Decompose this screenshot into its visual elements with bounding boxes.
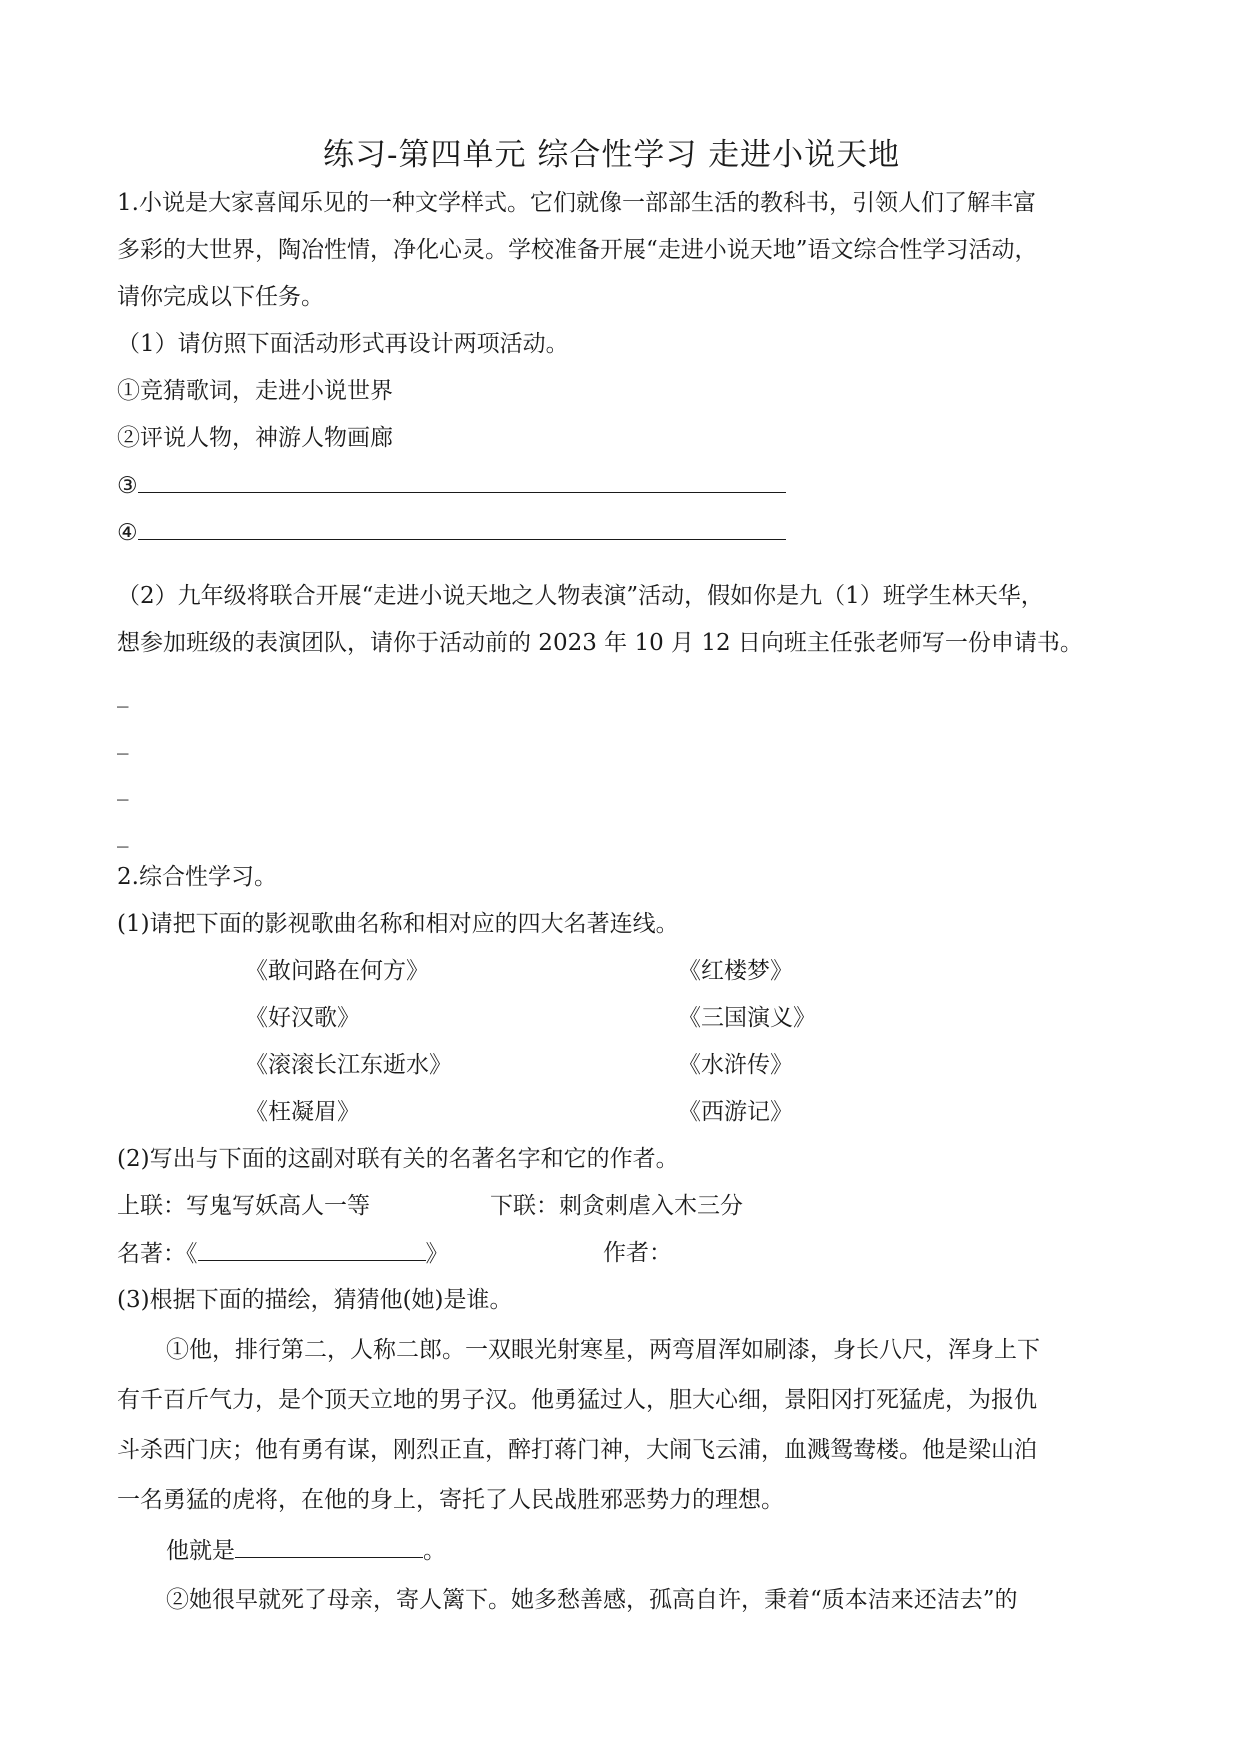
q2-heading: 2.综合性学习。 [117,864,277,890]
activity-3-answer-line[interactable] [138,470,786,493]
book-label: 名著：《 [117,1241,198,1267]
novel-item[interactable]: 《西游记》 [678,1099,793,1125]
answer-end-mark: 。 [423,1538,446,1564]
q1-intro-line-2: 多彩的大世界，陶冶性情，净化心灵。学校准备开展“走进小说天地”语文综合性学习活动， [117,237,1038,263]
author-row [603,1238,672,1268]
q1-sub2-line-2: 想参加班级的表演团队，请你于活动前的 2023 年 10 月 12 日向班主任张老师写一份申请书。 [117,630,1083,656]
description-1-line-4: 一名勇猛的虎将，在他的身上，寄托了人民战胜邪恶势力的理想。 [117,1487,784,1513]
answer-row [166,1535,446,1566]
song-item[interactable]: 《滚滚长江东逝水》 [245,1052,452,1078]
novel-item[interactable]: 《三国演义》 [678,1005,816,1031]
q2-sub2-prompt: (2)写出与下面的这副对联有关的名著名字和它的作者。 [117,1146,679,1172]
q2-sub1-prompt: (1)请把下面的影视歌曲名称和相对应的四大名著连线。 [117,911,679,937]
q1-intro-line-1: 1.小说是大家喜闻乐见的一种文学样式。它们就像一部部生活的教科书，引领人们了解丰富 [117,190,1036,216]
page-title: 练习-第四单元 综合性学习 走进小说天地 [323,137,901,173]
activity-item-2: ②评说人物，神游人物画廊 [117,425,393,451]
novel-item[interactable]: 《红楼梦》 [678,958,793,984]
q2-sub3-prompt: (3)根据下面的描绘，猜猜他(她)是谁。 [117,1287,513,1313]
character-answer-line[interactable] [235,1535,423,1558]
q1-intro-line-3: 请你完成以下任务。 [117,284,324,310]
q1-sub1-prompt: （1）请仿照下面活动形式再设计两项活动。 [117,331,569,357]
activity-item-3 [117,470,786,501]
application-answer-line-4[interactable]: _ [117,822,129,848]
answer-label: 他就是 [166,1538,235,1564]
book-answer-line[interactable] [198,1238,426,1261]
activity-item-1: ①竞猜歌词，走进小说世界 [117,378,393,404]
application-answer-line-3[interactable]: _ [117,775,129,801]
application-answer-line-1[interactable]: _ [117,682,129,708]
song-item[interactable]: 《枉凝眉》 [245,1099,360,1125]
couplet-lower: 下联：刺贪刺虐入木三分 [490,1193,743,1219]
activity-4-answer-line[interactable] [138,517,786,540]
couplet-upper: 上联：写鬼写妖高人一等 [117,1193,370,1219]
description-1-line-2: 有千百斤气力，是个顶天立地的男子汉。他勇猛过人，胆大心细，景阳冈打死猛虎，为报仇 [117,1387,1037,1413]
song-item[interactable]: 《敢问路在何方》 [245,958,429,984]
description-1-line-1: ①他，排行第二，人称二郎。一双眼光射寒星，两弯眉浑如刷漆，身长八尺，浑身上下 [166,1337,1040,1363]
description-2-line-1: ②她很早就死了母亲，寄人篱下。她多愁善感，孤高自许，秉着“质本洁来还洁去”的 [166,1587,1018,1613]
activity-item-4-number: ④ [117,520,138,546]
description-1-line-3: 斗杀西门庆；他有勇有谋，刚烈正直，醉打蒋门神，大闹飞云浦，血溅鸳鸯楼。他是梁山泊 [117,1437,1037,1463]
song-item[interactable]: 《好汉歌》 [245,1005,360,1031]
novel-item[interactable]: 《水浒传》 [678,1052,793,1078]
activity-item-4 [117,517,786,548]
book-name-row [117,1238,449,1269]
author-label: 作者： [603,1240,672,1266]
application-answer-line-2[interactable]: _ [117,729,129,755]
activity-item-3-number: ③ [117,473,138,499]
book-close-mark: 》 [425,1241,449,1267]
q1-sub2-line-1: （2）九年级将联合开展“走进小说天地之人物表演”活动，假如你是九（1）班学生林天华， [117,583,1044,609]
